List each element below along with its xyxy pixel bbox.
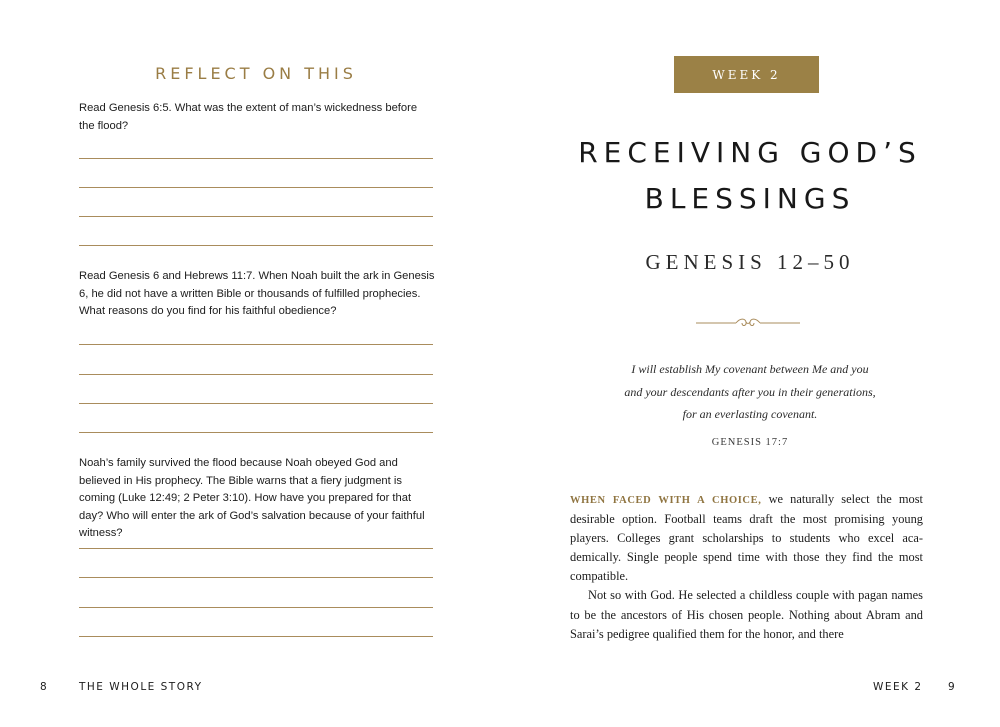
verse-line: for an everlasting covenant. [682,407,818,421]
answer-line [79,403,433,404]
right-running-head: WEEK 2 [873,681,923,693]
answer-line [79,607,433,608]
week-badge-label: WEEK 2 [712,67,781,82]
verse-line: and your descendants after you in their generations, [624,384,876,399]
answer-line [79,344,433,345]
answer-line [79,548,433,549]
week-badge [674,56,819,93]
reflect-section-title: REFLECT ON THIS [155,64,357,83]
scripture-range: GENESIS 12–50 [645,250,855,274]
answer-line [79,432,433,433]
answer-line [79,158,433,159]
left-running-head: THE WHOLE STORY [79,681,203,693]
answer-line [79,245,433,246]
right-page-number: 9 [948,681,957,693]
epigraph-verse [590,358,910,426]
verse-reference: GENESIS 17:7 [711,437,789,448]
body-text [570,490,923,644]
answer-line [79,577,433,578]
question-3: Noah’s family survived the flood because Noah obeyed God and believed in His prophecy. The Bible warns that a fiery judgment is coming (Luke 12:49; 2 Peter 3:10). How have you prepared for that day? Who will enter the ark of God’s salvation because of your faithful witness? [79,457,425,539]
body-paragraph-1 [570,490,923,586]
question-2: Read Genesis 6 and Hebrews 11:7. When Noah built the ark in Genesis 6, he did not have a written Bible or thousands of fulfilled prophecies. What reasons do you find for his faithful obedience? [79,270,435,317]
paragraph-1-text: we naturally select the most desirable option. Football teams draft the most promising young players. Colleges grant scholarships to students who excel academically. Single people spend time with those they find the most compatible. [570,492,923,584]
chapter-title-line-2: BLESSINGS [644,182,856,215]
right-page [500,0,1000,727]
answer-line [79,636,433,637]
body-paragraph-2: Not so with God. He selected a childless couple with pagan names to be the ancestors of His chosen people. Nothing about Abram and Sarai’s pedigree qualified them for the honor, and there [570,588,923,641]
chapter-title-line-1: RECEIVING GOD’S [578,136,922,169]
verse-line: I will establish My covenant between Me and you [631,362,869,376]
lead-in-caps: WHEN FACED WITH A CHOICE, [570,495,762,506]
answer-line [79,187,433,188]
left-page-number: 8 [40,681,49,693]
chapter-title [530,130,970,222]
answer-line [79,374,433,375]
question-1: Read Genesis 6:5. What was the extent of man’s wickedness before the flood? [79,102,418,132]
flourish-divider-icon [696,316,800,330]
answer-line [79,216,433,217]
